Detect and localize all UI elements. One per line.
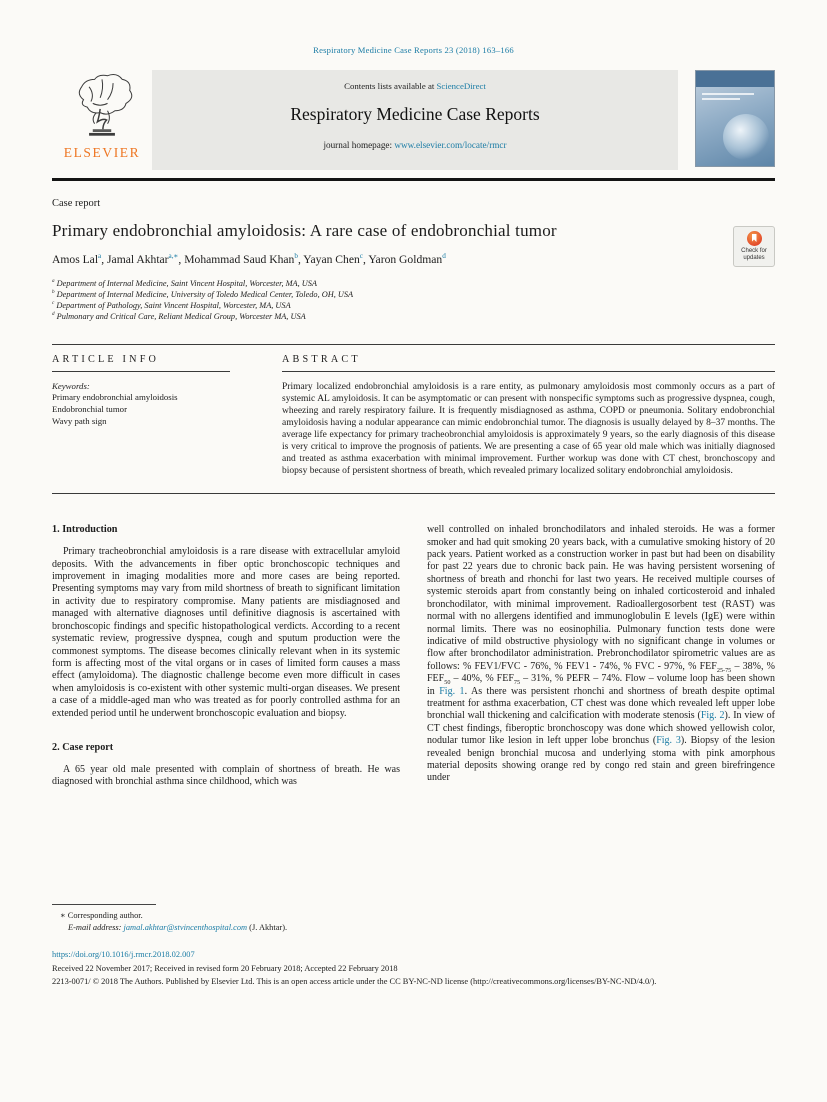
author-list [52,253,775,266]
superscript: a [52,277,55,284]
journal-banner [152,70,678,170]
article-info-column [52,345,230,478]
cover-art [723,114,769,160]
cover-art [702,93,754,95]
article-body [52,524,775,874]
keyword: Primary endobronchial amyloidosis [52,392,178,403]
text-segment: , Yayan Chen [297,252,360,266]
inline-link[interactable]: Fig. 1 [439,685,465,697]
inline-link[interactable]: jamal.akhtar@stvincenthospital.com [123,922,248,932]
superscript: d [442,251,446,260]
contents-text: Contents lists available at [344,81,437,91]
section-rule [52,493,775,494]
journal-citation-link[interactable]: Respiratory Medicine Case Reports 23 (2018) 163–166 [313,45,514,55]
affiliation [52,300,775,311]
text-segment: Department of Pathology, Saint Vincent Hospital, Worcester, MA, USA [54,300,291,310]
affiliation [52,289,775,300]
sciencedirect-link[interactable]: ScienceDirect [436,81,486,91]
copyright-line: 2213-0071/ © 2018 The Authors. Published by Elsevier Ltd. This is an open access article under the CC BY-NC-ND license (http://creativecommons.org/licenses/BY-NC-ND/4.0/). [52,977,657,987]
text-segment: , Mohammad Saud Khan [178,252,295,266]
introduction-heading: 1. Introduction [52,524,118,536]
superscript: c [359,251,363,260]
journal-title: Respiratory Medicine Case Reports [290,104,540,124]
journal-header [52,70,775,170]
affiliation [52,278,775,289]
body-right-column [427,524,775,874]
text-segment: (J. Akhtar). [247,922,288,932]
keyword: Endobronchial tumor [52,404,128,415]
case-report-heading: 2. Case report [52,741,114,753]
body-left-column [52,524,400,874]
text-segment: . As there was persistent rhonchi and shortness of breath despite optimal treatment for asthma exacerbation, CT chest was done which revealed left upper lobe bronchial wall thickening and calcification with moderate stenosis ( [427,685,776,722]
superscript: a [98,251,102,260]
text-segment: Department of Internal Medicine, Saint Vincent Hospital, Worcester, MA, USA [54,278,317,288]
article-info-heading: ARTICLE INFO [52,353,160,365]
subscript: 50 [444,679,451,687]
case-report-paragraph: A 65 year old male presented with complain of shortness of breath. He was diagnosed with bronchial asthma since childhood, which was [52,763,400,788]
inline-link[interactable]: Fig. 2 [700,710,725,722]
subscript: 75 [513,679,521,687]
received-dates: Received 22 November 2017; Received in revised form 20 February 2018; Accepted 22 February 2018 [52,963,398,973]
crossmark-icon [747,231,762,246]
header-rule [52,178,775,181]
text-segment: Department of Internal Medicine, University of Toledo Medical Center, Toledo, OH, USA [54,289,354,299]
abstract-column [282,345,775,478]
cover-art [696,71,774,87]
text-segment: Amos Lal [52,252,99,266]
article-type-label: Case report [52,197,101,209]
footnote-block [52,904,775,933]
inline-link[interactable]: Fig. 3 [656,735,681,747]
heading-rule [282,371,775,372]
journal-cover-image [695,70,775,167]
text-segment: – 31%, % PEFR – 74%. Flow – volume loop has been shown in [427,673,775,697]
case-report-continued-paragraph [427,524,775,785]
elsevier-logo [52,70,152,170]
superscript: c [52,299,55,306]
corresponding-author-note: ∗ Corresponding author. [60,911,143,921]
abstract-heading: ABSTRACT [282,353,361,365]
elsevier-wordmark: ELSEVIER [63,145,141,160]
contents-line [152,81,678,91]
email-note [52,922,775,934]
elsevier-tree-icon [64,72,140,144]
article-footer [52,949,775,988]
homepage-link[interactable]: www.elsevier.com/locate/rmcr [394,140,507,150]
subscript: 25-75 [716,666,732,674]
affiliation-list [52,278,775,322]
text-segment: ). In view of CT chest findings, fiberoptic bronchoscopy was done which showed yellowish color, nodular tumor like lesion in left upper lobe bronchus ( [427,710,776,747]
introduction-paragraph: Primary tracheobronchial amyloidosis is a rare disease with extracellular amyloid deposits. With the advancements in fiber optic bronchoscopic techniques and improvement in imaging modalities more and more cases are being reported. Presenting symptoms may vary from mild shortness of breath to significant limitation in activity due to respiratory compromise. Many patients are misdiagnosed and managed with alternative diagnoses until definitive diagnosis is ascertained with bronchoscopic findings and specific histopathological verdicts. According to a recent systematic review, progressive dyspnea, cough and sputum production were the commonest symptoms. The disease becomes clinically relevant when in its systemic form is affecting most of the vital organs or in cases of limited form causes a mass effect (amyloidoma). The diagnostic challenge become even more difficult in cases when amyloidosis is co-existent with other systemic multi-organ diseases. We present a case of a middle-aged man who was treated as for poorly controlled asthma for an extended period until he underwent bronchoscopic evaluation and biopsy. [52,546,400,719]
keyword: Wavy path sign [52,415,107,426]
superscript: d [52,310,55,317]
homepage-line [152,140,678,150]
affiliation [52,311,775,322]
superscript: b [294,251,298,260]
cover-art [702,98,740,100]
text-segment: E-mail address: [68,922,124,932]
text-segment: , Jamal Akhtar [101,252,169,266]
superscript: a,∗ [168,251,179,260]
text-segment: – 40%, % FEF [450,673,514,685]
footnote-rule [52,904,156,905]
abstract-text: Primary localized endobronchial amyloidosis is a rare entity, as pulmonary amyloidosis most commonly occurs as a part of systemic AL amyloidosis. It can be asymptomatic or can present with nonspecific symptoms such as progressive dyspnea, cough, wheezing and rarely respiratory failure. It is frequently misdiagnosed as asthma, COPD or pneumonia. Solitary endobronchial amyloidosis having a nodular appearance can mimic endobronchial tumor. The diagnosis is usually delayed by 8–37 months. The average life expectancy for primary tracheobronchial amyloidosis is approximately 9 years, so the early diagnosis of this disease is very critical to improve the prognosis of patients. We are presenting a case of 65 year old male which was initially diagnosed and treated as asthma exacerbation with minimal improvement. Further workup was done with CT chest, bronchoscopy and biopsy because of persistent shortness of breath, which revealed primary localized solitary endobronchial amyloidosis. [282,381,775,477]
text-segment: Pulmonary and Critical Care, Reliant Medical Group, Worcester MA, USA [54,311,306,321]
article-title: Primary endobronchial amyloidosis: A rare case of endobronchial tumor [52,220,557,240]
check-updates-label-line1: Check for [741,248,767,254]
heading-rule [52,371,230,372]
superscript: b [52,288,55,295]
text-segment: ). Biopsy of the lesion revealed benign bronchial mucosa and underlying stoma with pink amorphous material deposits showing orange red by congo red stain and green birefringence under [427,735,775,784]
homepage-label: journal homepage: [323,140,395,150]
text-segment: , Yaron Goldman [362,252,443,266]
article-info-abstract-section [52,345,775,494]
check-updates-label-line2: updates [743,254,765,261]
text-segment: well controlled on inhaled bronchodilators and inhaled steroids. He was a former smoker and had quit smoking 20 years back, with a cumulative smoking history of 20 pack years. Patient worked as a construction worker in past but had been on disability for past 22 years due to chronic back pain. He was having persistent worsening of shortness of breath and rhonchi for last two years. He received multiple courses of systemic steroids apart from constantly being on inhaled corticosteroid and inhaled bronchodilator, with minimal improvement. Radioallergosorbent test (RAST) was normal with no allergens identified and immunoglobulin E levels (IgE) were within normal limits. There was no eosinophilia. Pulmonary function tests done were indicative of mild obstructive physiology with no significant change in volumes or flow after bronchodilator administration. Prebronchodilator spirometric values are as follows: % FEV1/FVC - 76%, % FEV1 - 74%, % FVC - 97%, % FEF [427,524,775,672]
doi-link[interactable]: https://doi.org/10.1016/j.rmcr.2018.02.007 [52,950,195,960]
text-segment: – 38%, % FEF [427,660,775,685]
check-for-updates-badge[interactable] [733,226,775,267]
keywords-label: Keywords: [52,380,90,391]
